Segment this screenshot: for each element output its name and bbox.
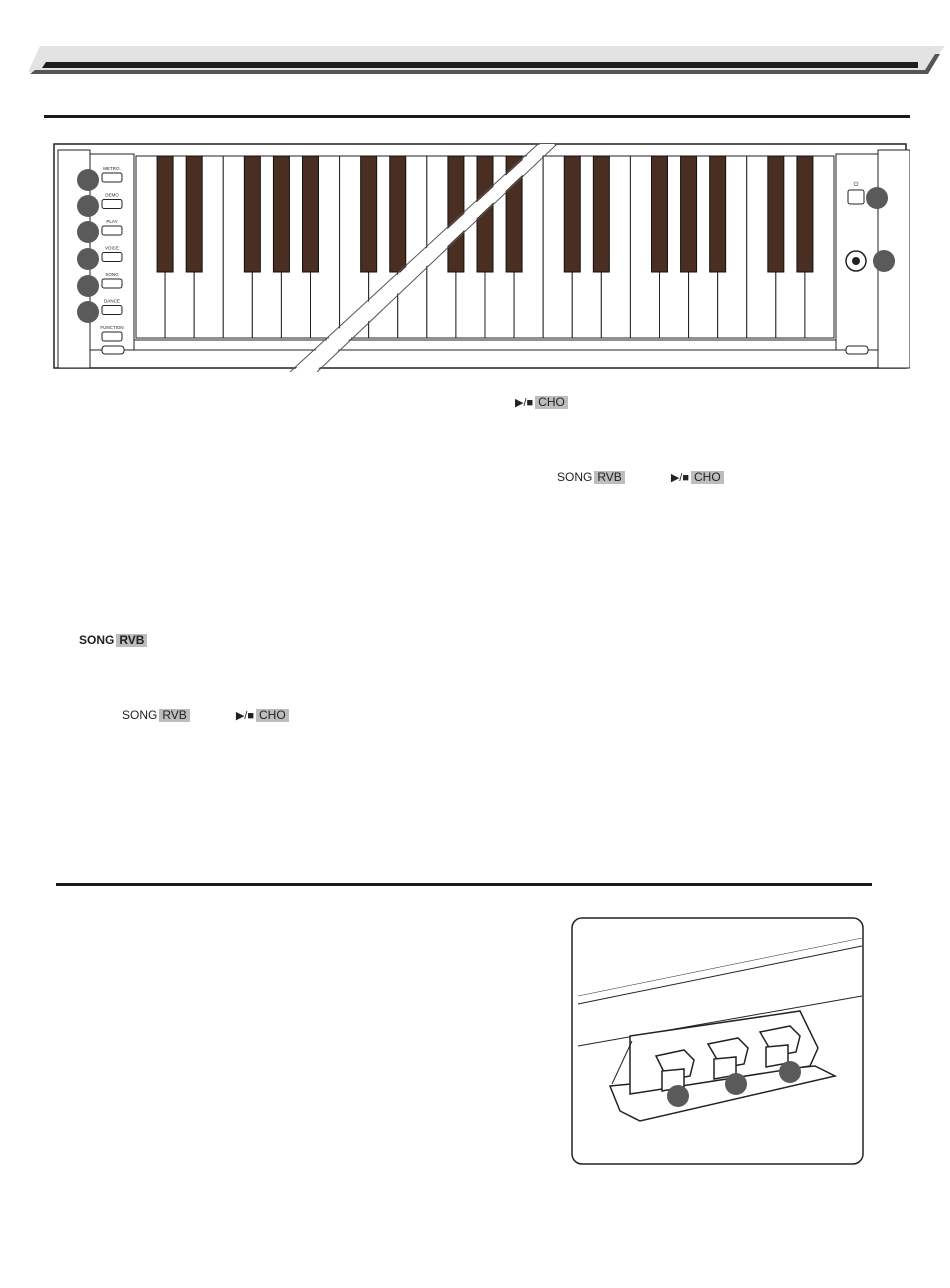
song-label: SONG [79,633,115,647]
rvb-label: RVB [159,709,189,722]
panel-button [102,200,122,209]
black-key [273,156,289,272]
panel-button-label: METRO. [103,166,121,171]
black-key [768,156,784,272]
song-label: SONG [122,708,158,722]
rvb-label: RVB [594,471,624,484]
panel-button [102,279,122,288]
panel-button [102,226,122,235]
label-row-2 [557,470,724,484]
keyboard-panel-illustration [50,140,910,372]
panel-button-label: VOICE [104,245,120,251]
panel-button-label: PLAY [106,219,118,224]
cho-label: CHO [256,709,289,722]
svg-text:⏻: ⏻ [853,182,859,188]
panel-button [102,306,122,315]
panel-button-label: DANCE [104,298,120,304]
black-key [157,156,173,272]
label-row-4 [122,708,289,722]
play-stop-symbol: ▶/■ [235,709,254,722]
label-row-3 [79,633,147,647]
panel-button-label: SONG [105,272,119,277]
black-key [681,156,697,272]
section-rule-top [44,115,910,118]
song-label: SONG [557,470,593,484]
panel-button-label: DEMO [105,192,119,198]
black-key [564,156,580,272]
play-stop-symbol: ▶/■ [670,471,689,484]
rvb-label: RVB [116,634,147,647]
section-rule-bottom [56,883,872,886]
play-stop-symbol: ▶/■ [515,397,534,409]
header-banner [0,40,950,80]
panel-button [102,253,122,262]
black-key [390,156,406,272]
black-key [797,156,813,272]
cho-label: CHO [691,471,724,484]
pedal-illustration [570,916,866,1168]
panel-button [102,332,122,341]
black-key [186,156,202,272]
cho-label: CHO [535,396,568,409]
black-key [710,156,726,272]
black-key [361,156,377,272]
label-row-1 [515,396,568,409]
black-key [593,156,609,272]
black-key [303,156,319,272]
panel-button [102,173,122,182]
black-key [244,156,260,272]
panel-button-label: FUNCTION [100,325,124,330]
black-key [652,156,668,272]
